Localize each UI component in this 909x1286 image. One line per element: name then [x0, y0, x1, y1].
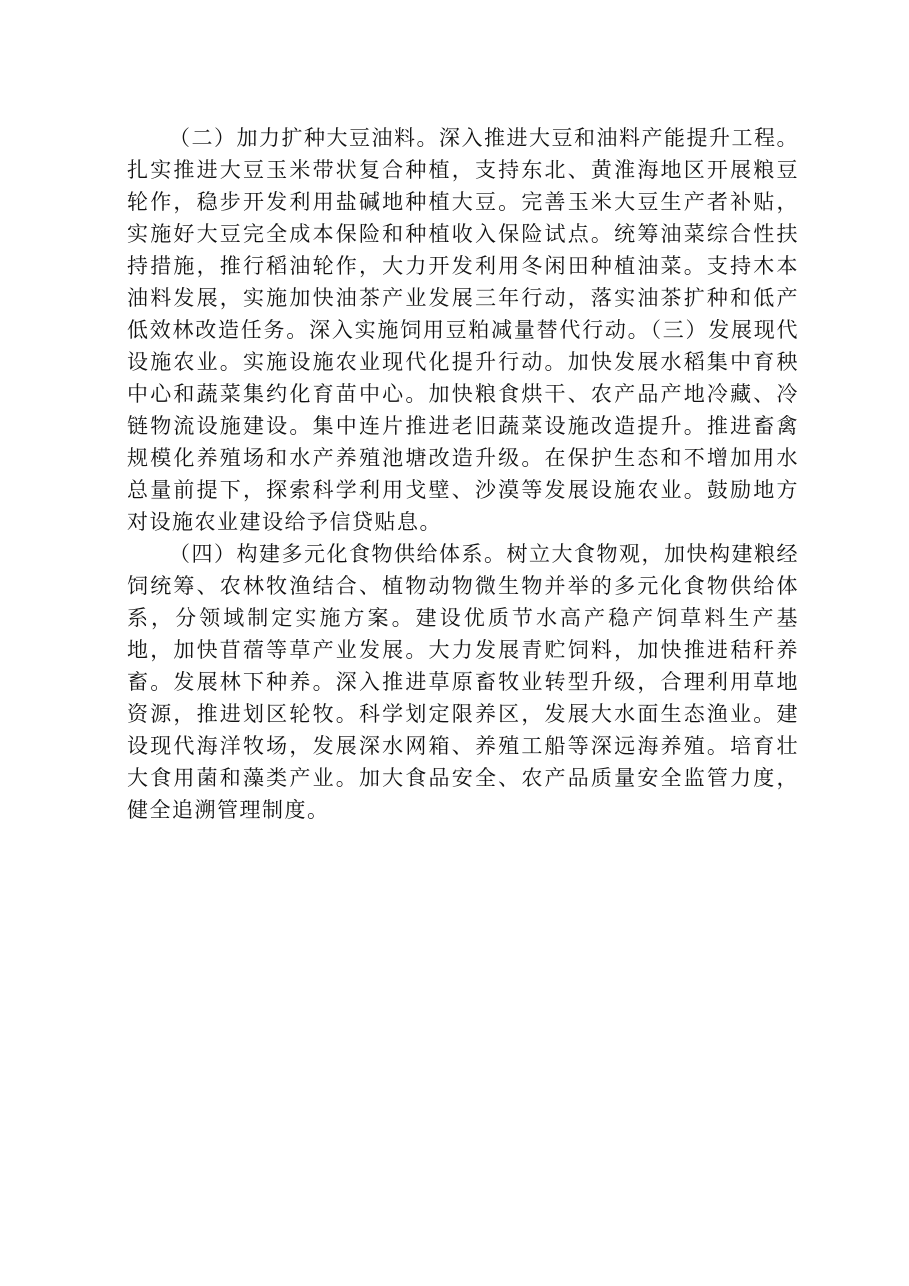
document-body — [127, 122, 799, 826]
paragraph-soybean-oilseeds-facility-agriculture: （二）加力扩种大豆油料。深入推进大豆和油料产能提升工程。扎实推进大豆玉米带状复合种植，支持东北、黄淮海地区开展粮豆轮作，稳步开发利用盐碱地种植大豆。完善玉米大豆生产者补贴，实施好大豆完全成本保险和种植收入保险试点。统筹油菜综合性扶持措施，推行稻油轮作，大力开发利用冬闲田种植油菜。支持木本油料发展，实施加快油茶产业发展三年行动，落实油茶扩种和低产低效林改造任务。深入实施饲用豆粕减量替代行动。（三）发展现代设施农业。实施设施农业现代化提升行动。加快发展水稻集中育秧中心和蔬菜集约化育苗中心。加快粮食烘干、农产品产地冷藏、冷链物流设施建设。集中连片推进老旧蔬菜设施改造提升。推进畜禽规模化养殖场和水产养殖池塘改造升级。在保护生态和不增加用水总量前提下，探索科学利用戈壁、沙漠等发展设施农业。鼓励地方对设施农业建设给予信贷贴息。 — [127, 126, 799, 534]
paragraph-diversified-food-supply: （四）构建多元化食物供给体系。树立大食物观，加快构建粮经饲统筹、农林牧渔结合、植物动物微生物并举的多元化食物供给体系，分领域制定实施方案。建设优质节水高产稳产饲草料生产基地，加快苜蓿等草产业发展。大力发展青贮饲料，加快推进秸秆养畜。发展林下种养。深入推进草原畜牧业转型升级，合理利用草地资源，推进划区轮牧。科学划定限养区，发展大水面生态渔业。建设现代海洋牧场，发展深水网箱、养殖工船等深远海养殖。培育壮大食用菌和藻类产业。加大食品安全、农产品质量安全监管力度，健全追溯管理制度。 — [127, 542, 799, 822]
